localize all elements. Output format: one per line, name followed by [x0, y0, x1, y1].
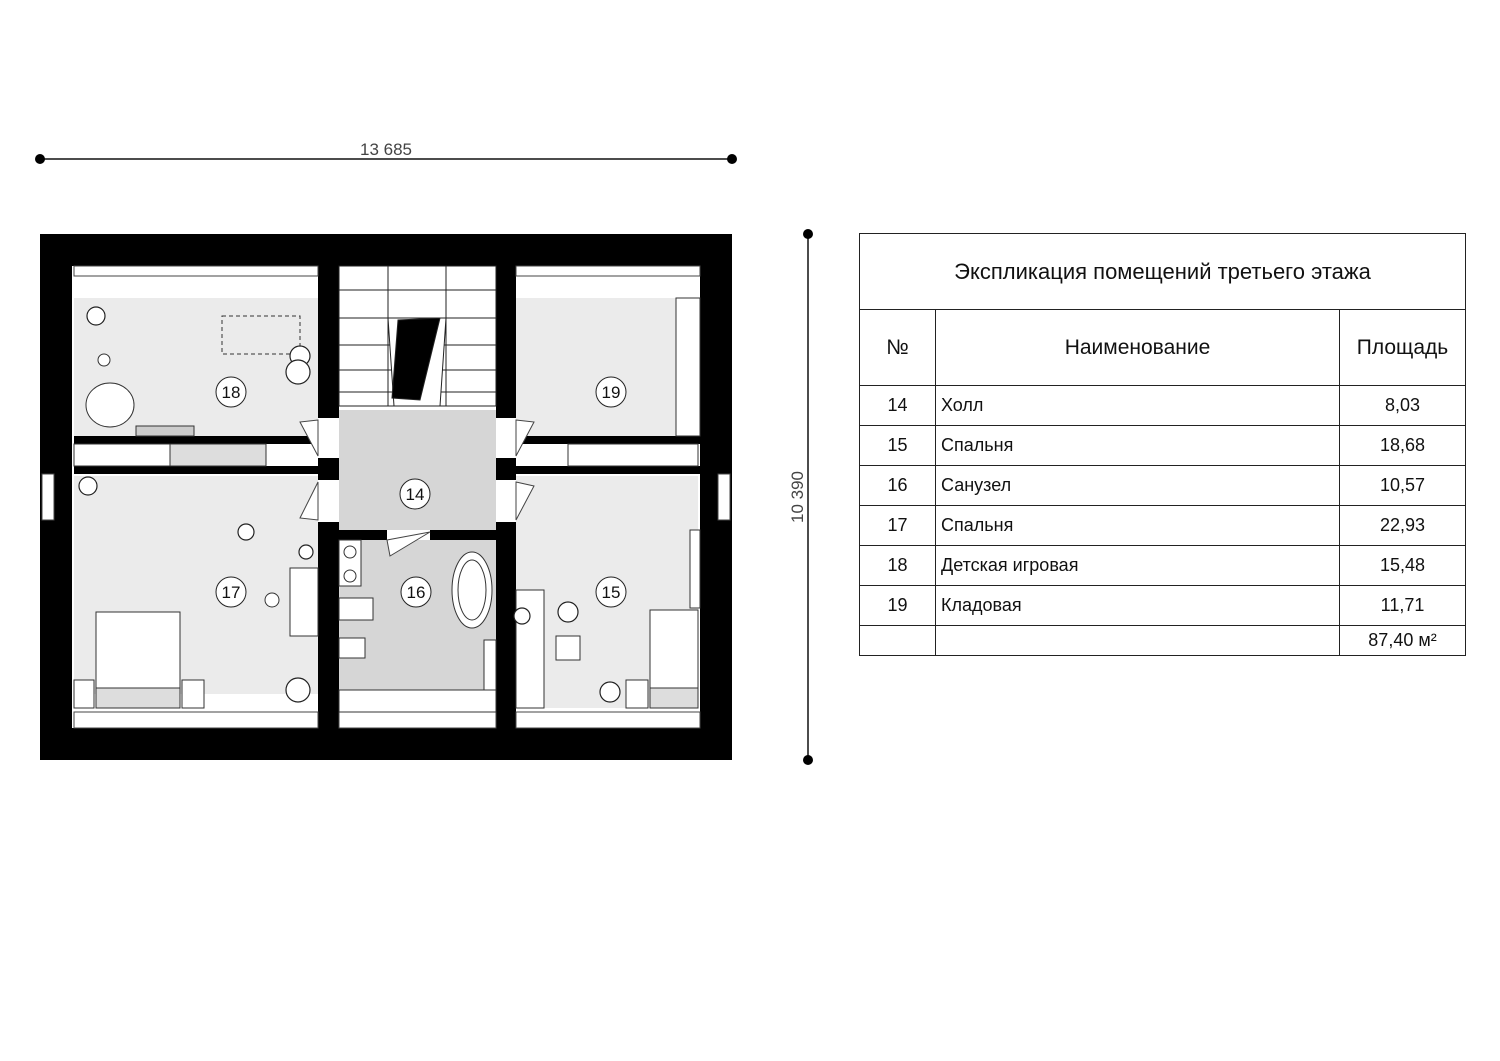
row-number: 15 [860, 426, 936, 466]
row-name: Детская игровая [936, 546, 1340, 586]
row-area: 18,68 [1340, 426, 1466, 466]
room-marker-label-14: 14 [405, 485, 425, 504]
room-marker-label-18: 18 [221, 383, 241, 402]
table-row [860, 586, 1466, 626]
row-number: 17 [860, 506, 936, 546]
room-19-floor [516, 298, 676, 436]
room-14-floor [339, 410, 496, 530]
height-dimension-label: 10 390 [788, 471, 807, 523]
width-dimension [35, 140, 737, 164]
row-area: 11,71 [1340, 586, 1466, 626]
row-name: Холл [936, 386, 1340, 426]
round-rug [86, 383, 134, 427]
room-marker-label-17: 17 [221, 583, 241, 602]
table-row [860, 546, 1466, 586]
table-header-row [860, 310, 1466, 386]
row-area: 15,48 [1340, 546, 1466, 586]
table-row [860, 506, 1466, 546]
total-empty-cell [860, 626, 936, 656]
staircase [339, 266, 496, 406]
row-number: 14 [860, 386, 936, 426]
row-area: 22,93 [1340, 506, 1466, 546]
table-row [860, 466, 1466, 506]
total-area: 87,40 м² [1340, 626, 1466, 656]
room-marker-label-15: 15 [601, 583, 621, 602]
explication-table [859, 233, 1466, 656]
room-marker-label-16: 16 [406, 583, 426, 602]
row-name: Спальня [936, 506, 1340, 546]
header-name: Наименование [936, 310, 1340, 386]
row-name: Санузел [936, 466, 1340, 506]
header-area: Площадь [1340, 310, 1466, 386]
row-name: Спальня [936, 426, 1340, 466]
room-marker-label-19: 19 [601, 383, 621, 402]
row-number: 18 [860, 546, 936, 586]
row-area: 10,57 [1340, 466, 1466, 506]
height-dimension [788, 229, 813, 765]
table-row [860, 386, 1466, 426]
total-empty-cell [936, 626, 1340, 656]
table-row [860, 426, 1466, 466]
header-number: № [860, 310, 936, 386]
table-title: Экспликация помещений третьего этажа [860, 234, 1466, 310]
table-total-row [860, 626, 1466, 656]
width-dimension-label: 13 685 [360, 140, 412, 159]
row-number: 19 [860, 586, 936, 626]
row-name: Кладовая [936, 586, 1340, 626]
row-number: 16 [860, 466, 936, 506]
row-area: 8,03 [1340, 386, 1466, 426]
